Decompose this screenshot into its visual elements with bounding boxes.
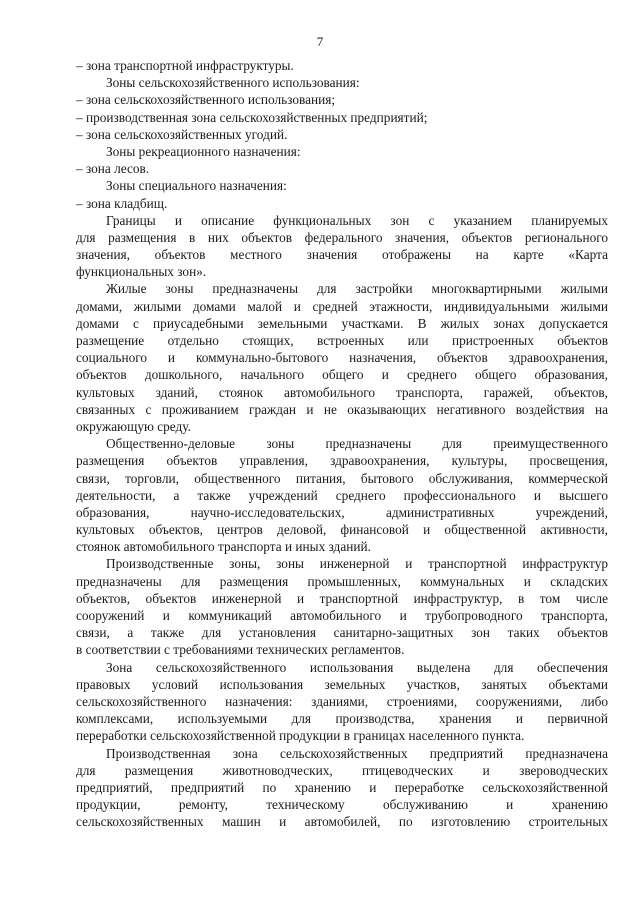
text-line: Производственная зона сельскохозяйственных предприятий предназначена bbox=[106, 745, 608, 761]
text-line: стоянок автомобильного транспорта и иных зданий. bbox=[76, 539, 371, 555]
text-line: Зоны рекреационного назначения: bbox=[106, 143, 301, 159]
text-line: Зоны специального назначения: bbox=[106, 178, 287, 194]
text-line: – зона лесов. bbox=[76, 161, 150, 177]
text-line: объектов дошкольного, начального общего и среднего общего образования, bbox=[76, 367, 608, 383]
text-line: размещение отдельно стоящих, встроенных или пристроенных объектов bbox=[76, 333, 608, 348]
text-line: для размещения в них объектов федерального значения, объектов регионального bbox=[76, 229, 608, 245]
text-line: домами, жилыми домами малой и средней этажности, индивидуальными жилыми bbox=[76, 298, 608, 314]
text-line: значения, объектов местного значения отображены на карте «Карта bbox=[76, 247, 608, 263]
text-line: Производственные зоны, зоны инженерной и транспортной инфраструктур bbox=[106, 556, 608, 572]
text-line: – производственная зона сельскохозяйственных предприятий; bbox=[76, 109, 428, 125]
text-line: Жилые зоны предназначены для застройки многоквартирными жилыми bbox=[106, 281, 608, 297]
text-line: продукции, ремонту, техническому обслуживанию и хранению bbox=[76, 797, 608, 813]
text-line: функциональных зон». bbox=[76, 264, 207, 280]
text-line: социального и коммунально-бытового назначения, объектов здравоохранения, bbox=[76, 350, 608, 366]
text-line: в соответствии с требованиями технических регламентов. bbox=[76, 642, 405, 658]
text-line: окружающую среду. bbox=[76, 418, 191, 434]
text-line: объектов, объектов инженерной и транспортной инфраструктур, в том числе bbox=[76, 590, 608, 606]
text-line: культовых объектов, центров деловой, финансовой и общественной активности, bbox=[76, 522, 608, 538]
text-line: предназначены для размещения промышленных, коммунальных и складских bbox=[76, 573, 608, 589]
document-body bbox=[76, 57, 608, 830]
text-line: образования, научно-исследовательских, административных учреждений, bbox=[76, 504, 608, 520]
text-line: Общественно-деловые зоны предназначены для преимущественного bbox=[106, 436, 608, 452]
text-line: Зоны сельскохозяйственного использования: bbox=[106, 75, 360, 91]
page-number: 7 bbox=[316, 34, 324, 49]
text-line: – зона кладбищ. bbox=[76, 195, 168, 211]
text-line: размещения объектов управления, здравоохранения, культуры, просвещения, bbox=[76, 453, 608, 469]
text-line: сельскохозяйственного назначения: зданиями, строениями, сооружениями, либо bbox=[76, 693, 608, 709]
text-line: связи, торговли, общественного питания, бытового обслуживания, коммерческой bbox=[76, 470, 608, 486]
text-line: домами с приусадебными земельными участками. В жилых зонах допускается bbox=[76, 315, 608, 331]
text-line: деятельности, а также учреждений среднего профессионального и высшего bbox=[76, 487, 608, 503]
text-line: – зона сельскохозяйственных угодий. bbox=[76, 126, 288, 142]
text-line: Границы и описание функциональных зон с указанием планируемых bbox=[106, 212, 608, 228]
text-line: – зона сельскохозяйственного использования; bbox=[76, 92, 336, 108]
text-line: – зона транспортной инфраструктуры. bbox=[76, 58, 294, 73]
text-line: комплексами, используемыми для производства, хранения и первичной bbox=[76, 711, 608, 727]
text-line: сельскохозяйственных машин и автомобилей, по изготовлению строительных bbox=[76, 814, 608, 830]
text-line: связанных с проживанием граждан и не оказывающих негативного воздействия на bbox=[76, 401, 608, 417]
text-line: для размещения животноводческих, птицеводческих и звероводческих bbox=[76, 762, 608, 778]
text-line: культовых зданий, стоянок автомобильного транспорта, гаражей, объектов, bbox=[76, 384, 608, 400]
text-line: переработки сельскохозяйственной продукции в границах населенного пункта. bbox=[76, 728, 525, 744]
text-line: связи, а также для установления санитарно-защитных зон таких объектов bbox=[76, 625, 608, 641]
text-line: Зона сельскохозяйственного использования выделена для обеспечения bbox=[106, 659, 608, 675]
text-line: правовых условий использования земельных участков, занятых объектами bbox=[76, 676, 608, 692]
text-line: сооружений и коммуникаций автомобильного и трубопроводного транспорта, bbox=[76, 608, 608, 623]
text-line: предприятий, предприятий по хранению и переработке сельскохозяйственной bbox=[76, 779, 608, 795]
